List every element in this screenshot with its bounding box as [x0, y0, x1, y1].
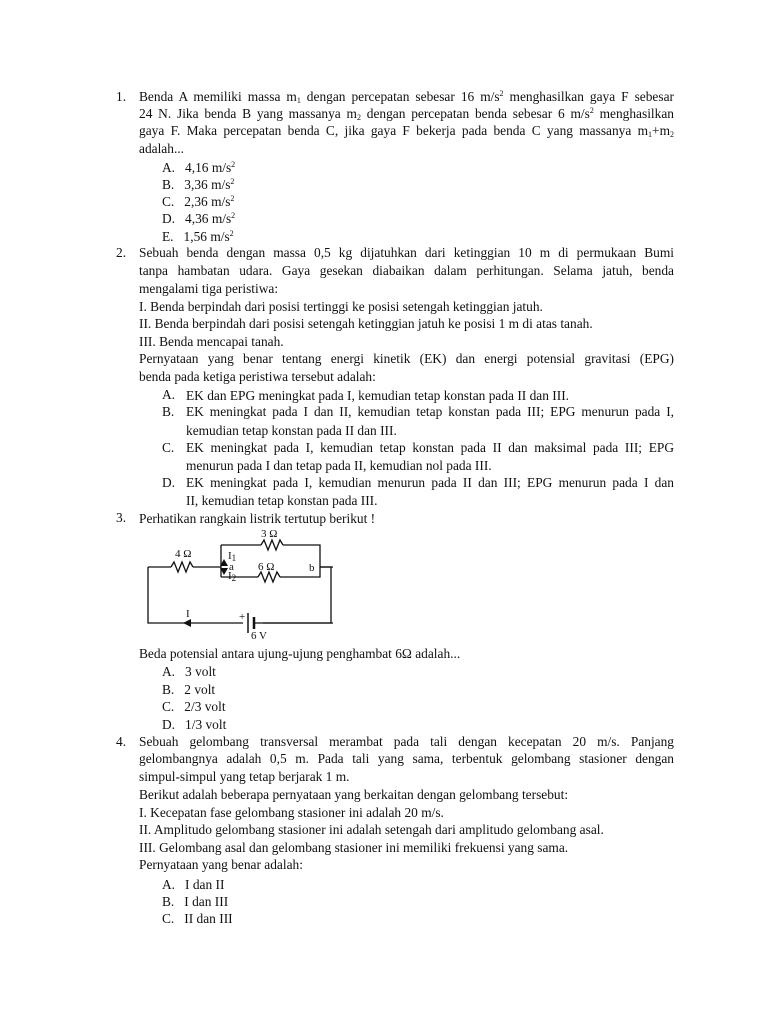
label-6ohm: 6 Ω — [258, 561, 275, 573]
q1-line-1: Benda A memiliki massa $m_1$ dengan percepatan sebesar 16 $m/s^2$ menghasilkan gaya F sebesar — [139, 89, 674, 105]
q1-line-4: adalah... — [139, 141, 184, 156]
q4-line-2: gelombangnya adalah 0,5 m. Pada tali yang sama, terbentuk gelombang stasioner dengan — [139, 751, 674, 766]
q4-statement-2: II. Amplitudo gelombang stasioner ini adalah setengah dari amplitudo gelombang asal. — [139, 822, 604, 837]
q1-line-2: 24 N. Jika benda B yang massanya $m_2$ dengan percepatan benda sebesar 6 $m/s^2$ menghasilkan — [139, 106, 674, 122]
label-node-b: b — [309, 562, 315, 574]
q2-option-b-letter: B. — [162, 404, 175, 419]
q4-line-1: Sebuah gelombang transversal merambat pada tali dengan kecepatan 20 m/s. Panjang — [139, 734, 674, 749]
label-i1: I1 — [228, 550, 237, 563]
resistor-4ohm — [171, 562, 193, 572]
q1-number: 1. — [116, 89, 127, 104]
q4-statement-1: I. Kecepatan fase gelombang stasioner ini adalah 20 m/s. — [139, 805, 444, 820]
q2-statement-1: Pernyataan yang benar tentang energi kinetik (EK) dan energi potensial gravitasi (EPG) — [139, 351, 674, 366]
resistor-6ohm — [258, 572, 280, 582]
q2-option-d-line-2: II, kemudian tetap konstan pada III. — [186, 493, 378, 508]
q3-intro: Perhatikan rangkain listrik tertutup berikut ! — [139, 511, 376, 526]
label-3ohm: 3 Ω — [261, 528, 278, 540]
q4-ask: Pernyataan yang benar adalah: — [139, 857, 303, 872]
circuit-diagram — [143, 527, 333, 642]
label-i2: I2 — [228, 570, 237, 583]
q2-line-3: mengalami tiga peristiwa: — [139, 281, 279, 296]
q2-event-2: II. Benda berpindah dari posisi setengah ketinggian jatuh ke posisi 1 m di atas tanah. — [139, 316, 593, 331]
q1-option-e: E. 1,56 $m/s^2$ — [162, 229, 234, 244]
q1-option-d: D. 4,36 $m/s^2$ — [162, 211, 236, 226]
q4-statement-3: III. Gelombang asal dan gelombang stasioner ini memiliki frekuensi yang sama. — [139, 840, 569, 855]
q2-option-d-letter: D. — [162, 475, 176, 490]
q2-statement-2: benda pada ketiga peristiwa tersebut adalah: — [139, 369, 376, 384]
q2-number: 2. — [116, 245, 127, 260]
label-plus: + — [239, 611, 246, 623]
q3-option-c: C. 2/3 volt — [162, 699, 226, 714]
q4-line-4: Berikut adalah beberapa pernyataan yang berkaitan dengan gelombang tersebut: — [139, 787, 569, 802]
label-current: I — [186, 608, 190, 620]
label-node-a: a — [229, 561, 234, 573]
q2-option-b-line-1: EK meningkat pada I dan II, kemudian tetap konstan pada III; EPG menurun pada I, — [186, 404, 674, 419]
q1-option-a: A. 4,16 $m/s^2$ — [162, 160, 236, 175]
q3-number: 3. — [116, 510, 127, 525]
q1-option-b: B. 3,36 $m/s^2$ — [162, 177, 235, 192]
q2-option-a: EK dan EPG meningkat pada I, kemudian tetap konstan pada II dan III. — [186, 388, 569, 403]
label-emf: 6 V — [251, 630, 267, 642]
q4-option-a: A. I dan II — [162, 877, 225, 892]
q2-line-2: tanpa hambatan udara. Gaya gesekan diabaikan dalam perhitungan. Selama jatuh, benda — [139, 263, 674, 278]
resistor-3ohm — [261, 540, 283, 550]
q4-option-b: B. I dan III — [162, 894, 229, 909]
q2-option-a-letter: A. — [162, 387, 176, 402]
q4-number: 4. — [116, 734, 127, 749]
q3-question: Beda potensial antara ujung-ujung penghambat 6Ω adalah... — [139, 646, 461, 661]
q2-option-b-line-2: kemudian tetap konstan pada II dan III. — [186, 423, 397, 438]
q3-option-a: A. 3 volt — [162, 664, 216, 679]
q2-option-c-line-1: EK meningkat pada I, kemudian tetap konstan pada II dan maksimal pada III; EPG — [186, 440, 674, 455]
q4-line-3: simpul-simpul yang tetap berjarak 1 m. — [139, 769, 350, 784]
q2-option-d-line-1: EK meningkat pada I, kemudian menurun pada II dan III; EPG menurun pada I dan — [186, 475, 674, 490]
q2-line-1: Sebuah benda dengan massa 0,5 kg dijatuhkan dari ketinggian 10 m di permukaan Bumi — [139, 245, 674, 260]
q3-option-d: D. 1/3 volt — [162, 717, 227, 732]
label-4ohm: 4 Ω — [175, 548, 192, 560]
q2-event-1: I. Benda berpindah dari posisi tertinggi ke posisi setengah ketinggian jatuh. — [139, 299, 543, 314]
q2-option-c-line-2: menurun pada I dan tetap pada II, kemudian nol pada III. — [186, 458, 492, 473]
q2-option-c-letter: C. — [162, 440, 175, 455]
q1-option-c: C. 2,36 $m/s^2$ — [162, 194, 235, 209]
q4-option-c: C. II dan III — [162, 911, 233, 926]
q3-option-b: B. 2 volt — [162, 682, 216, 697]
q1-line-3: gaya F. Maka percepatan benda C, jika gaya F bekerja pada benda C yang massanya $m_1+m_2$ — [139, 123, 674, 139]
q2-event-3: III. Benda mencapai tanah. — [139, 334, 284, 349]
current-arrow-icon — [183, 619, 191, 627]
